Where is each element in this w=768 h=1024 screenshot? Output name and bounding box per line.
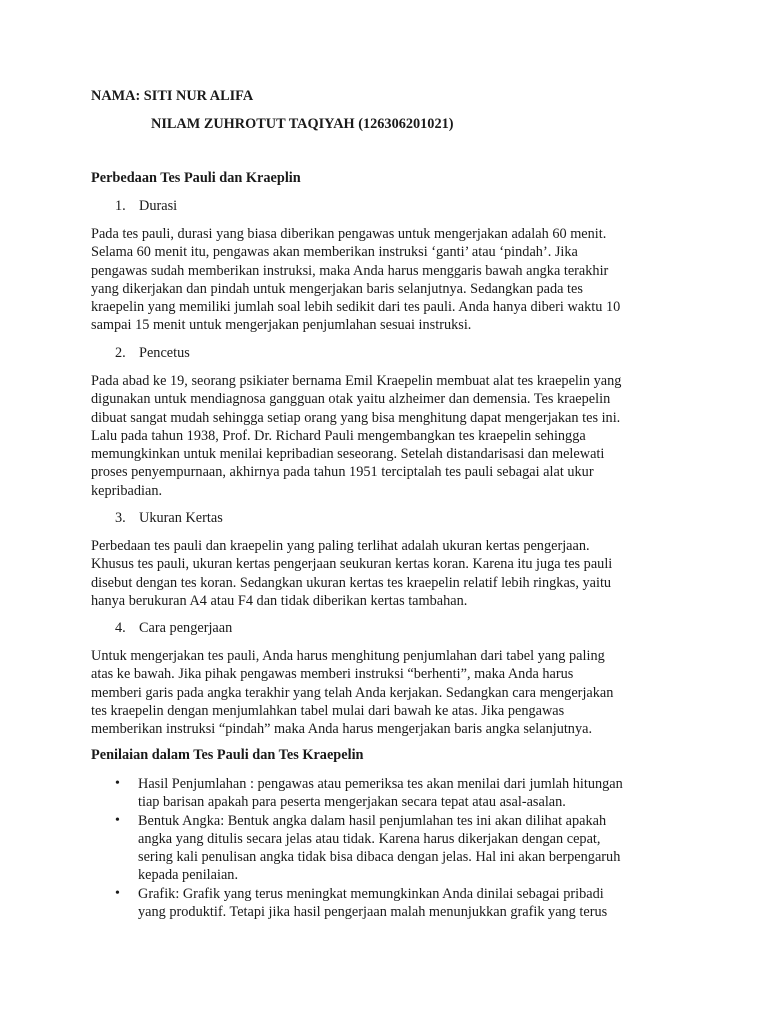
paragraph-line: Perbedaan tes pauli dan kraepelin yang paling terlihat adalah ukuran kertas pengerjaan. [91, 538, 590, 554]
numbered-heading-durasi [115, 198, 177, 215]
paragraph-line: proses penyempurnaan, akhirnya pada tahun 1951 terciptalah tes pauli sebagai alat ukur [91, 464, 594, 481]
item-number: 4. [115, 620, 126, 636]
paragraph-line: pengawas sudah memberikan instruksi, maka Anda harus menggaris bawah angka terakhir [91, 262, 609, 279]
item-number: 3. [115, 510, 126, 526]
bullet-line: yang produktif. Tetapi jika hasil pengerjaan malah menunjukkan grafik yang terus [138, 904, 608, 921]
paragraph-line: disebut dengan tes koran. Sedangkan ukuran kertas tes kraepelin relatif lebih ringkas, yaitu [91, 574, 612, 591]
item-number: 2. [115, 345, 126, 361]
bullet-item-grafik [112, 885, 712, 922]
bullet-item-hasil-penjumlahan [112, 775, 712, 812]
paragraph-line: Pada abad ke 19, seorang psikiater bernama Emil Kraepelin membuat alat tes kraepelin yang [91, 373, 622, 389]
assessment-bullet-list [112, 775, 712, 921]
bullet-line: tiap barisan apakah para peserta mengerjakan secara tepat atau asal-asalan. [138, 794, 566, 811]
bullet-line: Grafik: Grafik yang terus meningkat memungkinkan Anda dinilai sebagai pribadi [138, 885, 604, 902]
paragraph-line: Untuk mengerjakan tes pauli, Anda harus menghitung penjumlahan dari tabel yang paling [91, 648, 605, 664]
paragraph-line: memungkinkan untuk menilai kepribadian seseorang. Setelah distandarisasi dan melewati [91, 446, 605, 463]
name-line-2: NILAM ZUHROTUT TAQIYAH (126306201021) [151, 116, 454, 132]
item-label: Pencetus [139, 345, 190, 361]
item-label: Durasi [139, 198, 178, 214]
name-line: NAMA: SITI NUR ALIFA [91, 88, 254, 104]
bullet-line: angka yang ditulis secara jelas atau tidak. Karena harus dikerjakan dengan cepat, [138, 830, 601, 847]
bullet-icon: • [115, 812, 120, 828]
paragraph-line: yang dikerjakan dan pindah untuk mengerjakan baris selanjutnya. Sedangkan pada tes [91, 280, 583, 297]
paragraph-line: Khusus tes pauli, ukuran kertas pengerjaan seukuran kertas koran. Karena itu juga tes pauli [91, 556, 613, 573]
section-title-differences: Perbedaan Tes Pauli dan Kraeplin [91, 170, 301, 186]
bullet-item-bentuk-angka [112, 812, 712, 885]
paragraph-line: hanya berukuran A4 atau F4 dan tidak diberikan kertas tambahan. [91, 592, 468, 609]
paragraph-ukuran-kertas [91, 537, 681, 610]
bullet-line: sering kali penulisan angka tidak bisa dibaca dengan jelas. Hal ini akan berpengaruh [138, 849, 621, 866]
numbered-heading-cara-pengerjaan [115, 620, 232, 637]
bullet-line: Hasil Penjumlahan : pengawas atau pemeriksa tes akan menilai dari jumlah hitungan [138, 776, 623, 792]
paragraph-pencetus [91, 372, 681, 500]
paragraph-line: tes kraepelin dengan menjumlahkan tabel mulai dari bawah ke atas. Jika pengawas [91, 702, 565, 719]
paragraph-line: kepribadian. [91, 482, 163, 499]
paragraph-line: Selama 60 menit itu, pengawas akan memberikan instruksi ‘ganti’ atau ‘pindah’. Jika [91, 244, 578, 261]
paragraph-line: memberi garis pada angka terakhir yang telah Anda kerjakan. Sedangkan cara mengerjakan [91, 684, 614, 701]
paragraph-line: dibuat sangat mudah sehingga setiap orang yang bisa menghitung dapat mengerjakan tes ini. [91, 409, 621, 426]
paragraph-line: memberikan instruksi “pindah” maka Anda harus mengerjakan baris angka selanjutnya. [91, 721, 593, 738]
paragraph-line: kraepelin yang memiliki jumlah soal lebih sedikit dari tes pauli. Anda hanya diberi waktu 10 [91, 299, 621, 316]
bullet-line: Bentuk Angka: Bentuk angka dalam hasil penjumlahan tes ini akan dilihat apakah [138, 812, 607, 829]
bullet-icon: • [115, 776, 120, 791]
bullet-icon: • [115, 885, 120, 901]
item-label: Cara pengerjaan [139, 620, 233, 636]
paragraph-line: Lalu pada tahun 1938, Prof. Dr. Richard Pauli mengembangkan tes kraepelin sehingga [91, 427, 586, 444]
paragraph-line: Pada tes pauli, durasi yang biasa diberikan pengawas untuk mengerjakan adalah 60 menit. [91, 226, 607, 242]
bullet-line: kepada penilaian. [138, 867, 239, 884]
paragraph-cara-pengerjaan [91, 647, 681, 738]
paragraph-line: atas ke bawah. Jika pihak pengawas memberi instruksi “berhenti”, maka Anda harus [91, 666, 574, 683]
item-number: 1. [115, 198, 126, 214]
numbered-heading-ukuran-kertas [115, 510, 223, 527]
paragraph-line: digunakan untuk mendiagnosa gangguan otak yaitu alzheimer dan demensia. Tes kraepelin [91, 391, 611, 408]
item-label: Ukuran Kertas [139, 510, 223, 526]
paragraph-durasi [91, 225, 681, 335]
section-title-assessment: Penilaian dalam Tes Pauli dan Tes Kraepelin [91, 747, 364, 763]
paragraph-line: sampai 15 menit untuk mengerjakan penjumlahan sesuai instruksi. [91, 317, 472, 334]
numbered-heading-pencetus [115, 345, 190, 362]
